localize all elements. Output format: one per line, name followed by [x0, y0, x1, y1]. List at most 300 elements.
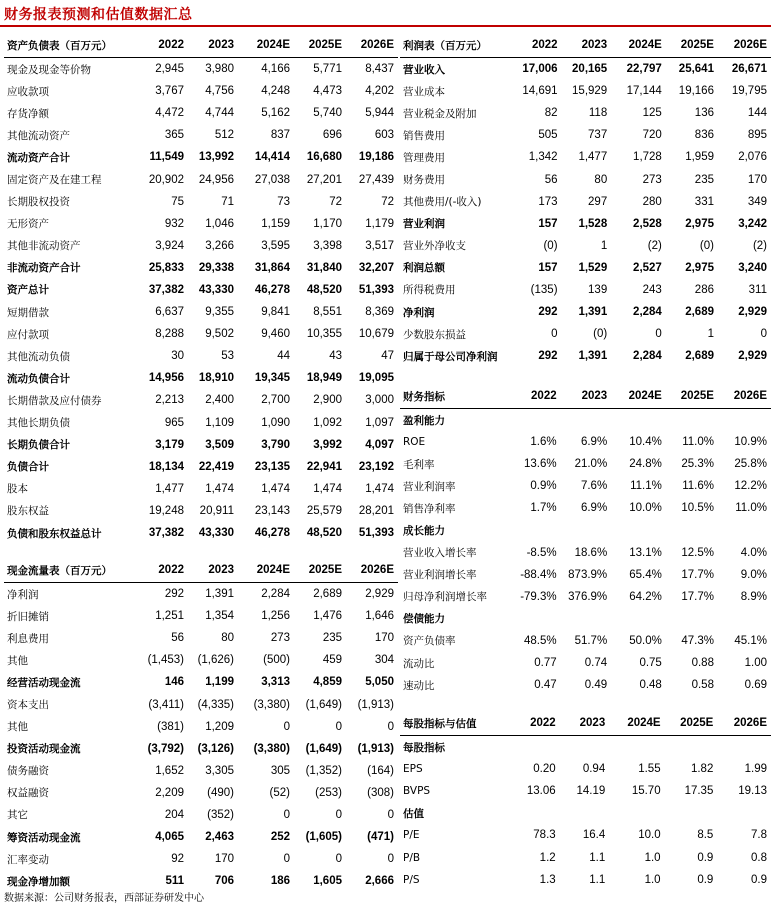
table-cell: 136	[694, 107, 714, 120]
table-cell: 2,076	[738, 151, 767, 164]
table-cell: 2,666	[365, 875, 394, 888]
table-cell: (1,913)	[357, 742, 394, 755]
table-cell: 1,251	[155, 610, 184, 623]
column-header: 2023	[188, 558, 238, 583]
row-label: 权益融资	[7, 787, 49, 800]
table-cell	[512, 519, 560, 541]
table-row	[400, 191, 771, 213]
table-cell: 2,689	[313, 588, 342, 601]
row-label: BVPS	[403, 785, 431, 798]
table-cell: (1,649)	[305, 742, 342, 755]
table-row	[400, 279, 771, 301]
table-row	[4, 782, 398, 804]
table-cell: 8.5	[697, 829, 714, 842]
table-cell: 1,474	[261, 482, 290, 495]
table-cell	[611, 519, 666, 541]
table-cell: 8,437	[365, 63, 394, 76]
table-row	[4, 760, 398, 782]
table-title: 利润表（百万元）	[400, 33, 513, 58]
row-label: 应收款项	[7, 85, 49, 98]
table-cell: 23,135	[254, 460, 290, 473]
financial-ratios-table	[400, 384, 771, 696]
table-cell: 56	[171, 632, 184, 645]
column-header: 2025E	[294, 33, 346, 58]
table-cell: 3,398	[313, 239, 342, 252]
table-cell: 14.19	[576, 785, 606, 798]
group-heading-row	[400, 608, 771, 630]
table-cell: (0)	[699, 239, 714, 252]
table-cell: 1,476	[313, 610, 342, 623]
table-cell: (1,913)	[357, 698, 394, 711]
table-cell: 13.1%	[629, 546, 662, 559]
row-label: 盈利能力	[403, 414, 445, 427]
table-cell: 376.9%	[568, 590, 608, 603]
table-cell: 304	[374, 654, 394, 667]
table-cell: 1,646	[365, 610, 394, 623]
table-cell: 1.2	[539, 851, 556, 864]
table-cell: 2,527	[633, 261, 662, 274]
cash-flow-panel	[4, 558, 398, 892]
column-header: 2024E	[238, 33, 294, 58]
table-cell: 118	[588, 107, 608, 120]
row-label: 速动比	[403, 679, 435, 692]
table-cell: 17,144	[626, 85, 662, 98]
table-cell: 17.35	[684, 785, 714, 798]
row-label: 所得税费用	[403, 284, 456, 297]
table-cell: 873.9%	[568, 568, 608, 581]
row-label: 估值	[403, 807, 424, 820]
table-title: 每股指标与估值	[400, 711, 512, 736]
row-label: 汇率变动	[7, 853, 49, 866]
row-label: 资产总计	[7, 284, 49, 297]
table-row	[400, 146, 771, 168]
table-cell	[512, 608, 560, 630]
table-cell: 2,689	[685, 306, 714, 319]
table-cell: 5,740	[313, 107, 342, 120]
table-cell: 19,248	[148, 504, 184, 517]
column-header: 2026E	[717, 711, 771, 736]
row-label: 利息费用	[7, 632, 49, 645]
row-label: 资本支出	[7, 699, 49, 712]
table-cell	[666, 409, 718, 432]
table-row	[4, 583, 398, 606]
table-row	[400, 846, 771, 868]
table-cell: (1,649)	[305, 698, 342, 711]
table-cell: 2,975	[685, 217, 714, 230]
table-cell: 2,284	[261, 588, 290, 601]
table-cell	[717, 802, 771, 824]
row-label: 营业成本	[403, 85, 445, 98]
table-header-row	[4, 558, 398, 583]
table-cell	[718, 409, 771, 432]
table-cell: 19,095	[358, 372, 394, 385]
table-cell: 365	[164, 129, 184, 142]
table-cell: 24.8%	[629, 458, 662, 471]
row-label: 其他流动负债	[7, 350, 70, 363]
table-cell: 9,502	[205, 328, 234, 341]
table-cell: 720	[642, 129, 662, 142]
table-cell: 9,460	[261, 328, 290, 341]
table-cell: 21.0%	[574, 458, 608, 471]
table-cell: (3,792)	[147, 742, 184, 755]
table-cell: 27,439	[358, 173, 394, 186]
table-cell: 1,474	[205, 482, 234, 495]
table-title: 财务指标	[400, 384, 512, 409]
table-cell: 15,929	[572, 85, 608, 98]
table-cell: 8,551	[313, 306, 342, 319]
table-row	[4, 191, 398, 213]
row-label: 营业税金及附加	[403, 107, 477, 120]
row-label: 管理费用	[403, 151, 445, 164]
table-cell: (381)	[157, 720, 184, 733]
table-cell: 43	[329, 350, 342, 363]
table-cell: 11,549	[149, 151, 184, 164]
row-label: P/S	[403, 873, 420, 886]
table-cell	[512, 409, 560, 432]
row-label: 长期负债合计	[7, 439, 70, 452]
per-share-panel	[400, 711, 771, 891]
table-cell: 0.8	[751, 851, 767, 864]
table-cell: 45.1%	[734, 634, 767, 647]
column-header: 2026E	[718, 33, 771, 58]
table-row	[400, 780, 771, 802]
row-label: 利润总额	[403, 262, 445, 275]
table-cell: (0)	[543, 239, 558, 252]
table-cell: 9.0%	[740, 568, 767, 581]
table-cell: -88.4%	[520, 568, 557, 581]
table-cell: 10.0%	[629, 502, 662, 515]
table-cell: 37,382	[148, 527, 184, 540]
table-cell	[609, 736, 664, 759]
table-row	[400, 758, 771, 780]
row-label: 营业收入	[403, 63, 445, 76]
row-label: 归属于母公司净利润	[403, 350, 498, 363]
table-cell: 11.0%	[682, 436, 714, 449]
table-cell: 3,924	[155, 239, 184, 252]
table-cell: 1	[707, 328, 714, 341]
row-label: 营业利润率	[403, 480, 456, 493]
table-cell: 965	[164, 416, 184, 429]
table-cell: 5,050	[365, 676, 394, 689]
table-cell: -8.5%	[526, 546, 557, 559]
balance-sheet-panel	[4, 33, 398, 544]
table-cell: 170	[214, 853, 234, 866]
table-cell	[560, 736, 610, 759]
row-label: 销售净利率	[403, 502, 456, 515]
table-cell: 24,956	[198, 173, 234, 186]
row-label: 销售费用	[403, 129, 445, 142]
table-cell: 1,391	[578, 350, 608, 363]
table-cell: 65.4%	[629, 568, 662, 581]
table-cell: 25.8%	[734, 458, 767, 471]
table-cell	[665, 736, 718, 759]
table-cell: 80	[221, 632, 234, 645]
table-cell: 1,391	[578, 306, 608, 319]
table-row	[4, 671, 398, 693]
table-cell	[665, 802, 718, 824]
row-label: 其他长期负债	[7, 417, 70, 430]
table-cell: (3,126)	[197, 742, 234, 755]
table-cell: 737	[588, 129, 608, 142]
table-cell: 9,355	[205, 306, 234, 319]
table-row	[400, 869, 771, 891]
table-cell: 1.1	[589, 851, 606, 864]
row-label: 财务费用	[403, 174, 445, 187]
table-cell: 0.20	[533, 763, 556, 776]
column-header: 2022	[138, 33, 188, 58]
page-title: 财务报表预测和估值数据汇总	[4, 7, 193, 23]
table-cell: (3,380)	[253, 742, 290, 755]
row-label: 应付款项	[7, 328, 49, 341]
table-cell: 0	[283, 853, 290, 866]
table-cell: 1	[600, 239, 608, 252]
table-row	[400, 674, 771, 696]
table-cell: 1.3	[539, 873, 556, 886]
column-header: 2022	[513, 33, 561, 58]
table-cell: 51.7%	[574, 634, 608, 647]
row-label: P/B	[403, 851, 421, 864]
table-row	[4, 213, 398, 235]
row-label: 营业利润	[403, 218, 445, 231]
table-row	[4, 500, 398, 522]
column-header: 2026E	[346, 33, 398, 58]
table-cell: (52)	[269, 786, 290, 799]
table-cell: 8,288	[155, 328, 184, 341]
table-cell: 1.1	[589, 873, 606, 886]
table-cell: 72	[381, 195, 394, 208]
table-row	[400, 301, 771, 323]
table-cell: 43,330	[198, 283, 234, 296]
table-cell: 297	[588, 195, 608, 208]
table-cell: 286	[694, 283, 714, 296]
table-row	[4, 605, 398, 627]
table-cell: 4,472	[155, 107, 184, 120]
table-row	[400, 564, 771, 586]
table-cell: 1,159	[261, 217, 290, 230]
row-label: 无形资产	[7, 218, 49, 231]
table-cell: 18,910	[198, 372, 234, 385]
table-cell: 2,945	[155, 63, 184, 76]
row-label: 归母净利润增长率	[403, 591, 487, 604]
table-cell: 144	[747, 107, 767, 120]
table-cell	[718, 519, 771, 541]
table-cell: 22,941	[306, 460, 342, 473]
table-row	[4, 693, 398, 715]
column-header: 2022	[138, 558, 188, 583]
table-cell: 46,278	[254, 283, 290, 296]
table-cell: 0	[387, 853, 394, 866]
column-header: 2024E	[611, 384, 666, 409]
table-cell: 12.2%	[734, 480, 767, 493]
table-cell: 48,520	[306, 283, 342, 296]
table-cell: 2,463	[205, 831, 234, 844]
table-cell: 37,382	[148, 283, 184, 296]
table-cell: 25,641	[678, 63, 714, 76]
table-cell: 280	[642, 195, 662, 208]
table-row	[400, 168, 771, 190]
row-label: 毛利率	[403, 458, 435, 471]
row-label: 现金及现金等价物	[7, 63, 91, 76]
row-label: 营业外净收支	[403, 240, 466, 253]
table-cell: 6.9%	[580, 502, 608, 515]
table-cell: 10,355	[306, 328, 342, 341]
group-heading-row	[400, 519, 771, 541]
table-cell: 14,414	[254, 151, 290, 164]
table-cell: 15.70	[631, 785, 661, 798]
table-cell: 2,689	[685, 350, 714, 363]
column-header: 2024E	[611, 33, 666, 58]
table-cell: 10.9%	[734, 436, 767, 449]
table-cell: (4,335)	[197, 698, 234, 711]
table-cell: 53	[221, 350, 234, 363]
table-row	[4, 649, 398, 671]
table-cell: 1,354	[205, 610, 234, 623]
row-label: 少数股东损益	[403, 328, 466, 341]
table-cell: 27,201	[306, 173, 342, 186]
table-cell: 18,949	[306, 372, 342, 385]
row-label: 其它	[7, 809, 28, 822]
table-cell: 14,691	[522, 85, 558, 98]
per-share-valuation-table	[400, 711, 771, 891]
row-label: 资产负债率	[403, 635, 456, 648]
table-cell: 32,207	[358, 261, 394, 274]
table-cell: 0.9	[751, 873, 767, 886]
table-cell: 1,092	[313, 416, 342, 429]
column-header: 2025E	[294, 558, 346, 583]
table-cell: 0.94	[582, 763, 606, 776]
table-row	[400, 475, 771, 497]
table-cell: 1,477	[155, 482, 184, 495]
table-cell: 0	[760, 328, 767, 341]
table-cell: 13.6%	[524, 458, 557, 471]
table-cell: 5,162	[261, 107, 290, 120]
table-cell: 305	[270, 764, 290, 777]
table-cell: 4,756	[205, 85, 234, 98]
table-cell: 82	[544, 107, 558, 120]
table-cell	[512, 802, 560, 824]
table-cell: 170	[747, 173, 767, 186]
table-cell: 505	[538, 129, 558, 142]
table-cell: 25,579	[306, 504, 342, 517]
table-cell: 3,240	[738, 261, 767, 274]
income-statement-table	[400, 33, 771, 367]
table-cell: 1,209	[205, 720, 234, 733]
table-cell: 3,305	[205, 764, 234, 777]
table-cell: 51,393	[358, 283, 394, 296]
column-header: 2025E	[666, 384, 718, 409]
table-cell: 10,679	[358, 328, 394, 341]
table-cell: (1,605)	[305, 831, 342, 844]
table-cell: 173	[538, 195, 558, 208]
row-label: 偿债能力	[403, 613, 445, 626]
table-cell: 0.9%	[530, 480, 557, 493]
row-label: 每股指标	[403, 741, 445, 754]
table-row	[4, 804, 398, 826]
row-label: 经营活动现金流	[7, 676, 81, 689]
table-cell: 0	[551, 328, 558, 341]
table-cell: 6.9%	[580, 436, 608, 449]
table-row	[400, 345, 771, 367]
table-cell: 25,833	[148, 261, 184, 274]
table-cell: 0.88	[691, 657, 714, 670]
table-cell: 4,248	[261, 85, 290, 98]
table-cell: 31,864	[254, 261, 290, 274]
table-cell: 1,109	[205, 416, 234, 429]
row-label: 筹资活动现金流	[7, 831, 81, 844]
table-cell: 92	[171, 853, 184, 866]
table-cell: 1,342	[528, 151, 558, 164]
column-header: 2025E	[665, 711, 718, 736]
title-divider	[0, 25, 771, 27]
row-label: 债务融资	[7, 765, 49, 778]
table-cell: 71	[221, 195, 234, 208]
table-cell: 64.2%	[629, 590, 662, 603]
column-header: 2024E	[238, 558, 294, 583]
table-cell: 0.74	[584, 657, 608, 670]
table-cell: (253)	[315, 786, 342, 799]
cash-flow-table	[4, 558, 398, 892]
table-cell: 1,652	[155, 764, 184, 777]
table-cell: 1,256	[261, 610, 290, 623]
row-label: 负债和股东权益总计	[7, 527, 102, 540]
table-cell: 512	[214, 129, 234, 142]
table-cell: 146	[164, 676, 184, 689]
column-header: 2023	[561, 384, 612, 409]
table-cell: 0.9	[697, 873, 714, 886]
table-cell: 0.47	[534, 679, 557, 692]
table-cell: 80	[594, 173, 608, 186]
row-label: P/E	[403, 829, 420, 842]
table-row	[4, 168, 398, 190]
table-cell: 12.5%	[681, 546, 714, 559]
table-cell: 932	[164, 217, 184, 230]
table-cell	[512, 736, 560, 759]
table-cell: 19,345	[254, 372, 290, 385]
table-cell: 46,278	[254, 527, 290, 540]
table-cell: 8,369	[365, 306, 394, 319]
group-heading-row	[400, 736, 771, 759]
table-cell: 273	[270, 632, 290, 645]
table-cell: -79.3%	[520, 590, 557, 603]
table-cell: 1.0	[644, 873, 661, 886]
table-cell: 3,313	[261, 676, 290, 689]
table-row	[4, 627, 398, 649]
table-cell: 273	[642, 173, 662, 186]
table-cell: 0.75	[639, 657, 662, 670]
table-row	[400, 58, 771, 81]
table-cell: 0	[335, 720, 342, 733]
table-cell	[717, 736, 771, 759]
table-cell: 0	[655, 328, 662, 341]
table-cell	[609, 802, 664, 824]
table-row	[4, 826, 398, 848]
table-cell	[666, 608, 718, 630]
table-cell	[561, 608, 612, 630]
table-cell: 47	[381, 350, 394, 363]
table-cell: 44	[277, 350, 290, 363]
table-cell: 28,201	[358, 504, 394, 517]
table-cell: 4,065	[155, 831, 184, 844]
table-cell: 2,929	[738, 350, 767, 363]
table-cell: 10.4%	[629, 436, 662, 449]
table-cell: 4,166	[261, 63, 290, 76]
table-cell: 511	[165, 875, 184, 888]
financial-ratios-panel	[400, 384, 771, 696]
table-cell: 27,038	[254, 173, 290, 186]
table-cell: 3,179	[155, 438, 184, 451]
table-cell: (1,453)	[147, 654, 184, 667]
table-row	[400, 824, 771, 846]
